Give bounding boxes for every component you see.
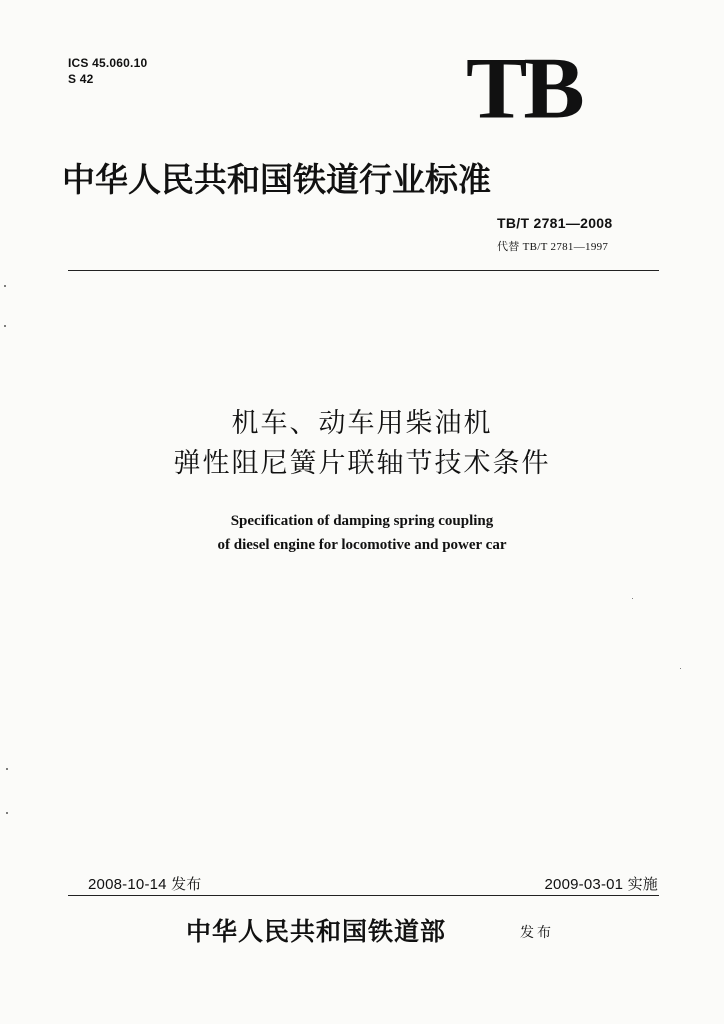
issue-date: 2008-10-14 发布 bbox=[88, 876, 202, 893]
replaces-standard: 代替 TB/T 2781—1997 bbox=[497, 241, 609, 253]
publisher-name: 中华人民共和国铁道部 bbox=[186, 917, 447, 946]
bottom-divider bbox=[68, 895, 659, 896]
scan-speck bbox=[4, 285, 6, 287]
document-title-line2: 弹性阻尼簧片联轴节技术条件 bbox=[173, 448, 551, 479]
scan-speck bbox=[4, 325, 6, 327]
top-divider bbox=[68, 270, 659, 271]
english-title-line2: of diesel engine for locomotive and power car bbox=[217, 537, 507, 553]
classification-code: S 42 bbox=[68, 72, 94, 86]
issued-label: 发布 bbox=[520, 925, 554, 941]
standard-category-title: 中华人民共和国铁道行业标准 bbox=[62, 160, 491, 199]
standard-number: TB/T 2781—2008 bbox=[497, 215, 613, 231]
scan-speck bbox=[632, 598, 633, 599]
scan-speck bbox=[680, 668, 681, 669]
classification-codes bbox=[68, 55, 147, 87]
implementation-date: 2009-03-01 实施 bbox=[544, 876, 658, 893]
scan-speck bbox=[6, 768, 8, 770]
tb-logo: TB bbox=[466, 39, 581, 137]
scan-speck bbox=[6, 812, 8, 814]
english-title-line1: Specification of damping spring coupling bbox=[230, 513, 494, 529]
document-title-line1: 机车、动车用柴油机 bbox=[231, 408, 493, 439]
ics-code: ICS 45.060.10 bbox=[68, 56, 148, 70]
